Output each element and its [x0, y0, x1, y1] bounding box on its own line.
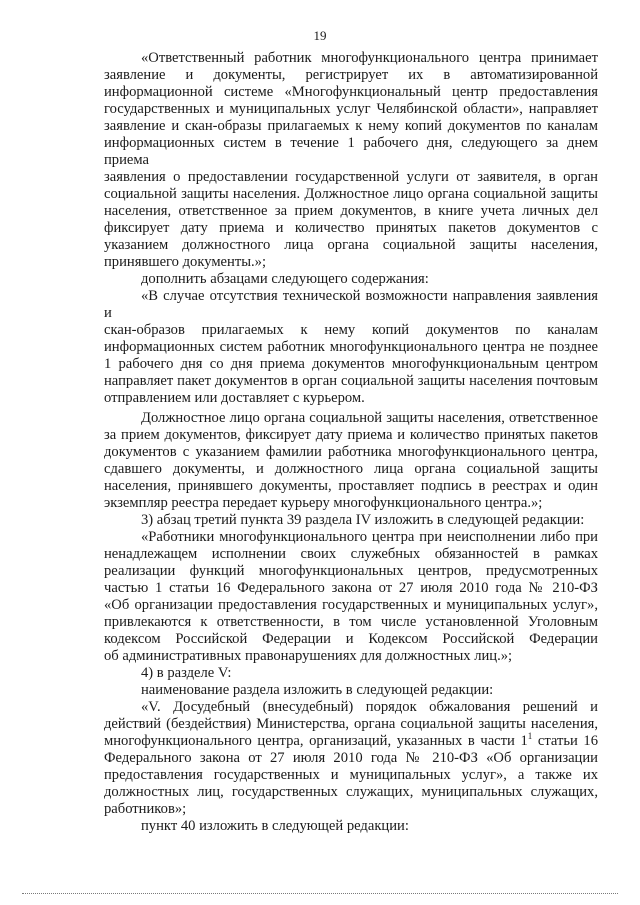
text-fragment: статьи 16 — [532, 733, 598, 749]
text-line — [104, 733, 598, 750]
text-line: Федерального закона от 27 июля 2010 года № 210-ФЗ «Об организации — [104, 750, 598, 766]
text-line: скан-образов прилагаемых к нему копий документов по каналам — [104, 322, 598, 338]
text-line: за прием документов, фиксирует дату приема и количество принятых пакетов — [104, 427, 598, 443]
text-line: пункт 40 изложить в следующей редакции: — [141, 818, 409, 834]
text-line: «V. Досудебный (внесудебный) порядок обжалования решений и — [141, 699, 598, 715]
text-line: должностных лиц, государственных служащих, муниципальных служащих, — [104, 784, 598, 800]
text-line: 3) абзац третий пункта 39 раздела IV изложить в следующей редакции: — [141, 512, 585, 528]
paragraph — [104, 529, 598, 665]
paragraph — [104, 512, 598, 529]
text-line: предоставления государственных и муниципальных услуг», а также их — [104, 767, 598, 783]
paragraph — [104, 271, 598, 288]
text-line: действий (бездействия) Министерства, органа социальной защиты населения, — [104, 716, 598, 732]
text-line: заявление и скан-образы прилагаемых к нему копий документов по каналам — [104, 118, 598, 134]
text-line: населения, принявшего документы, проставляет подпись в реестрах и один — [104, 478, 598, 494]
text-line: направляет пакет документов в орган социальной защиты населения почтовым — [104, 373, 598, 389]
text-line: государственных и муниципальных услуг Челябинской области», направляет — [104, 101, 598, 117]
text-line: заявления о предоставлении государственной услуги от заявителя, в орган — [104, 169, 598, 185]
text-line: кодексом Российской Федерации и Кодексом Российской Федерации — [104, 631, 598, 647]
superscript-number: 1 — [527, 731, 533, 742]
text-line: экземпляр реестра передает курьеру многофункционального центра.»; — [104, 495, 543, 511]
text-line: реализации функций многофункциональных центров, предусмотренных — [104, 563, 598, 579]
text-line: принявшего документы.»; — [104, 254, 267, 270]
text-line: «Работники многофункционального центра при неисполнении либо при — [141, 529, 598, 545]
page-number: 19 — [313, 28, 327, 43]
paragraph — [104, 818, 598, 835]
text-line: информационных систем в течение 1 рабочего дня, следующего за днем приема — [104, 135, 598, 168]
text-line: 1 рабочего дня со дня приема документов многофункциональным центром — [104, 356, 598, 372]
text-fragment: многофункционального центра, организаций, указанных в части 1 — [104, 733, 528, 749]
paragraph — [104, 50, 598, 271]
text-line: «В случае отсутствия технической возможности направления заявления и — [104, 288, 598, 321]
paragraph — [104, 410, 598, 512]
paragraph — [104, 682, 598, 699]
text-line: дополнить абзацами следующего содержания: — [141, 271, 429, 287]
paragraph — [104, 665, 598, 682]
text-line: об административных правонарушениях для должностных лиц.»; — [104, 648, 513, 664]
text-line: заявление и документы, регистрирует их в автоматизированной — [104, 67, 598, 83]
text-line: населения, ответственное за прием документов, в книге учета личных дел — [104, 203, 598, 219]
text-line: наименование раздела изложить в следующей редакции: — [141, 682, 494, 698]
text-line: сдавшего документы, и должностного лица органа социальной защиты — [104, 461, 598, 477]
text-line: информационных систем работник многофункционального центра не позднее — [104, 339, 598, 355]
paragraph — [104, 288, 598, 407]
paragraph — [104, 699, 598, 818]
text-line: ненадлежащем исполнении своих служебных обязанностей в рамках — [104, 546, 598, 562]
text-line: частью 1 статьи 16 Федерального закона от 27 июля 2010 года № 210-ФЗ — [104, 580, 598, 596]
bottom-scan-edge — [22, 893, 618, 894]
text-line: 4) в разделе V: — [141, 665, 232, 681]
text-line: работников»; — [104, 801, 187, 817]
document-body — [104, 50, 598, 835]
text-line: социальной защиты населения. Должностное лицо органа социальной защиты — [104, 186, 598, 202]
text-line: отправлением или доставляет с курьером. — [104, 390, 365, 406]
text-line: Должностное лицо органа социальной защиты населения, ответственное — [141, 410, 598, 426]
text-line: привлекаются к ответственности, в том числе установленной Уголовным — [104, 614, 598, 630]
text-line: «Ответственный работник многофункционального центра принимает — [141, 50, 598, 66]
text-line: указанием должностного лица органа социальной защиты населения, — [104, 237, 598, 253]
text-line: информационной системе «Многофункциональный центр предоставления — [104, 84, 598, 100]
text-line: фиксирует дату приема и количество принятых пакетов документов с — [104, 220, 598, 236]
text-line: документов с указанием фамилии работника многофункционального центра, — [104, 444, 598, 460]
text-line: «Об организации предоставления государственных и муниципальных услуг», — [104, 597, 598, 613]
